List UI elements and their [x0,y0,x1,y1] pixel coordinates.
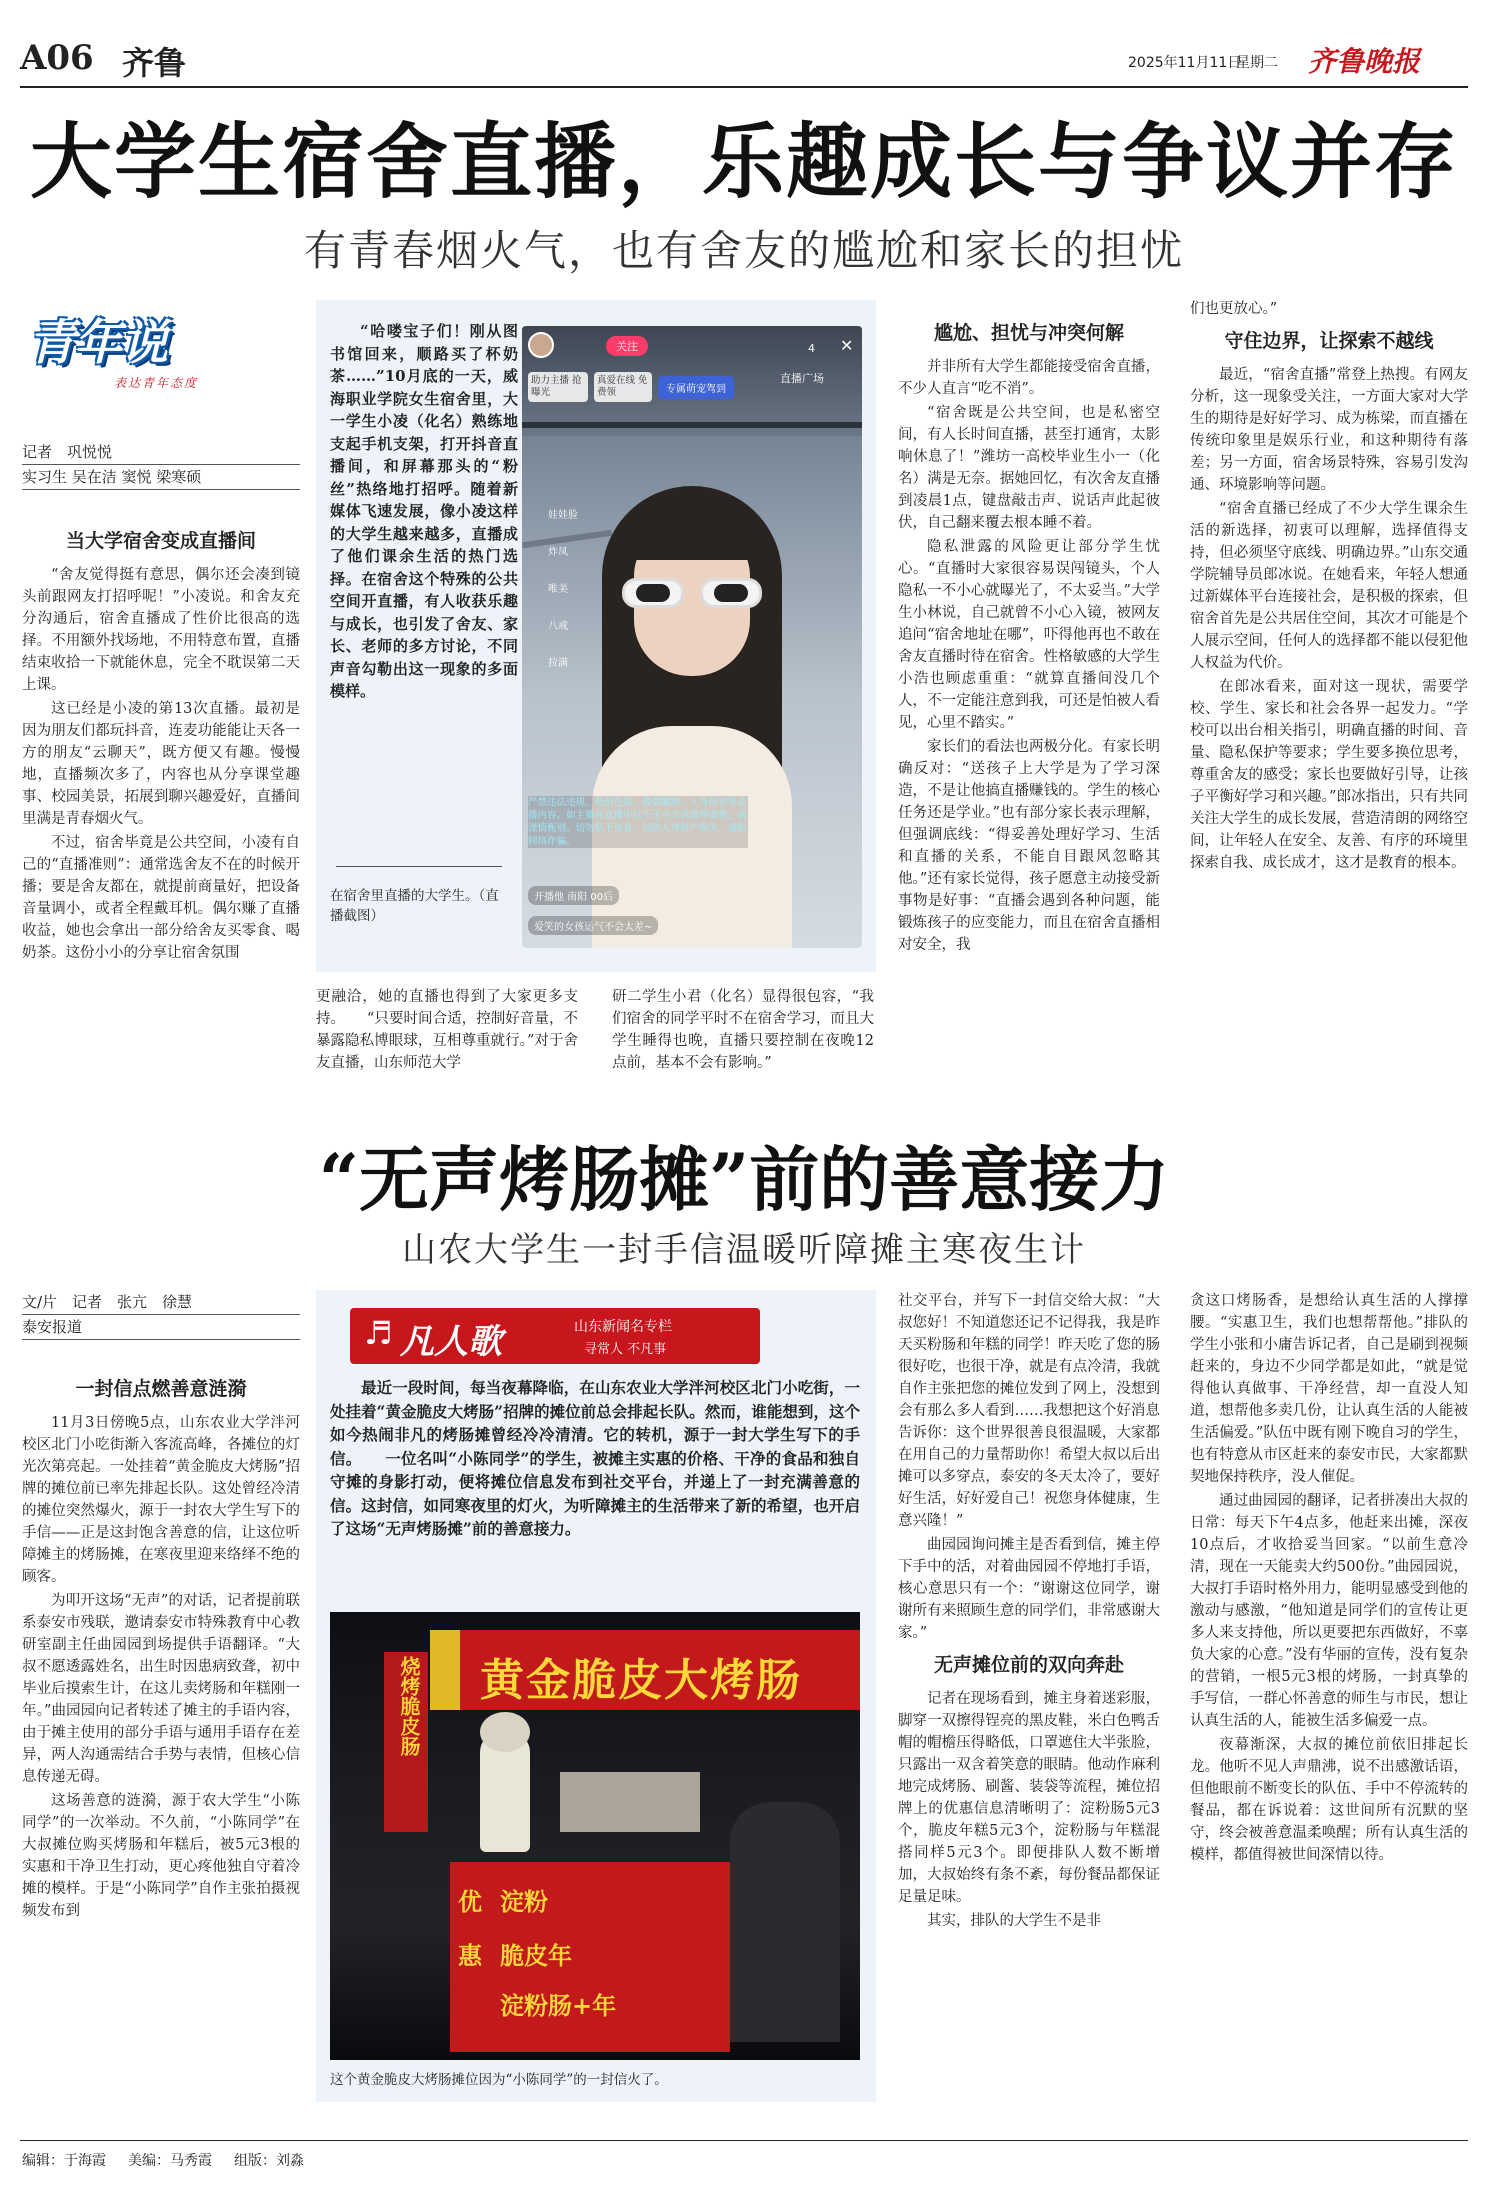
stall-signboard: 黄金脆皮大烤肠 [430,1630,860,1710]
subhead-letter: 一封信点燃善意涟漪 [75,1378,247,1400]
story2-column-3: 社交平台，并写下一封信交给大叔：“大叔您好！不知道您还记不记得我，我是昨天买粉肠和年糕的同学！昨天吃了您的肠很好吃，也很干净，就是有点冷清，我就自作主张把您的摊位发到了网上，没想到会有那么多人看到……我想把这个好消息告诉你：这个世界很善良很温暖，大家都在用自己的力量帮助你！希望大叔以后出摊可以多穿点，泰安的冬天太冷了，要好好生活，好好爱自己！祝您身体健康，生意兴隆！” 曲园园询问摊主是否看到信，摊主停下手中的活，对着曲园园不停地打手语，核心意思只有一个：“谢谢这位同学，谢谢所有来照顾生意的同学们，非常感谢大家。” 无声摊位前的双向奔赴 记者在现场看到，摊主身着迷彩服，脚穿一双擦得锃亮的黑皮鞋，米白色鸭舌帽的帽檐压得略低，口罩遮住大半张脸，只露出一双含着笑意的眼睛。他动作麻利地完成烤肠、刷酱、装袋等流程，摊位招牌上的优惠信息清晰明了：淀粉肠5元3个，脆皮年糕5元3个，淀粉肠与年糕混搭同样5元3个。即便排队人数不断增加，大叔始终有条不紊，每份餐品都保证足量足味。 其实，排队的大学生不是非 [898,1293,1160,1929]
story2-subtitle: 山农大学生一封手信温暖听障摊主寒夜生计 [402,1230,1086,1270]
streamer-figure [582,486,802,948]
story2-column-4: 贪这口烤肠香，是想给认真生活的人撑撑腰。“实惠卫生，我们也想帮帮他。”排队的学生小张和小庸告诉记者，自己是刷到视频赶来的，身边不少同学都是如此，“就是觉得他认真做事、干净经营，却一直没人知道，想帮他多卖几份，让认真生活的人能被生活偏爱。”队伍中既有刚下晚自习的学生，也有特意从市区赶来的泰安市民，大家都默契地保持秩序，没人催促。 通过曲园园的翻译，记者拼凑出大叔的日常：每天下午4点多，他赶来出摊，深夜10点后，才收拾妥当回家。“以前生意冷清，现在一天能卖大约500份。”曲园园说，大叔打手语时格外用力，能明显感受到他的激动与感激，“他知道是同学们的宣传让更多人来支持他，所以更要把东西做好，不辜负大家的心意。”没有华丽的宣传，没有复杂的营销，一根5元3根的烤肠，一封真挚的手写信，一群心怀善意的师生与市民，想让认真生活的人，能被生活多偏爱一点。 夜幕渐深，大叔的摊位前依旧排起长龙。他听不见人声鼎沸，说不出感激话语，但他眼前不断变长的队伍、手中不停流转的餐品，都在诉说着：这世间所有沉默的坚守，终会被善意温柔唤醒；所有认真生活的模样，都值得被世间深情以待。 [1190,1293,1468,1863]
subhead-awkward: 尴尬、担忧与冲突何解 [933,322,1124,344]
story1-column-3b: 研二学生小君（化名）显得很包容，“我们宿舍的同学平时不在宿舍学习，而且大学生睡得也晚，直播只要控制在夜晚12点前，基本不会有影响。” [612,989,874,1071]
music-note-icon: ♬ [364,1314,393,1352]
story1-intro: “哈喽宝子们！刚从图书馆回来，顺路买了杯奶茶……”10月底的一天，威海职业学院女生宿舍里，大一学生小凌（化名）熟练地支起手机支架，打开抖音直播间，和屏幕那头的“粉丝”热络地打招呼。随着新媒体飞速发展，像小凌这样的大学生越来越多，直播成了他们课余生活的热门选择。在宿舍这个特殊的公共空间开直播，有人收获乐趣与成长，也引发了舍友、家长、老师的多方讨论，不同声音勾勒出这一现象的多面模样。 [330,322,518,700]
footer-rule [20,2140,1468,2141]
newspaper-logo: 齐鲁晚报 [1308,45,1421,78]
issue-date: 2025年11月11日 [1128,55,1242,71]
subhead-two-way: 无声摊位前的双向奔赴 [933,1654,1124,1676]
live-stream-screenshot [522,326,862,948]
youth-voice-logo: 青年说 表达青年态度 [28,315,199,390]
weekday: 星期二 [1236,55,1278,71]
story2-photo-caption: 这个黄金脆皮大烤肠摊位因为“小陈同学”的一封信火了。 [330,2072,668,2088]
sausage-stall-photo: 黄金脆皮大烤肠 烧烤脆皮肠 优 淀粉 惠 脆皮年 淀粉肠+年 [330,1612,860,2060]
follow-button[interactable]: 关注 [606,336,648,356]
story2-byline: 文/片 记者 张亢 徐慧 泰安报道 [22,1290,300,1340]
viewer-join-msg: 开播他 南阳 00后 [528,886,619,905]
close-icon[interactable]: ✕ [840,336,854,355]
sunglasses [622,578,762,608]
header-rule [20,86,1468,88]
fans-pill[interactable]: 真爱在线 免费领 [594,372,652,402]
live-square-link[interactable]: 直播广场 [780,372,824,385]
subhead-dorm-live: 当大学宿舍变成直播间 [65,530,256,552]
story1-column-4: 尴尬、担忧与冲突何解 并非所有大学生都能接受宿舍直播，不少人直言“吃不消”。 “宿舍既是公共空间，也是私密空间，有人长时间直播，甚至打通宵，太影响休息了！”潍坊一高校毕业生小一（化名）满是无奈。据她回忆，有次舍友直播到凌晨1点，键盘敲击声、说话声此起彼伏，自己翻来覆去根本睡不着。 隐私泄露的风险更让部分学生忧心。“直播时大家很容易误闯镜头，个人隐私一不小心就曝光了，不太妥当。”大学生小林说，自己就曾不小心入镜，被网友追问“宿舍地址在哪”，吓得他再也不敢在舍友直播时待在宿舍。性格敏感的大学生小浩也顾虑重重：“就算直播间没几个人，不一定能注意到我，可还是怕被人看见，心里不踏实。” 家长们的看法也两极分化。有家长明确反对：“送孩子上大学是为了学习深造，不是让他搞直播赚钱的。学生的核心任务还是学业。”也有部分家长表示理解，但强调底线：“得妥善处理好学习、生活和直播的关系，不能自目跟风忽略其他。”还有家长觉得，孩子愿意主动接受新事物是好事：“直播会遇到各种问题，能锻炼孩子的应变能力，而且在宿舍直播相对安全，我 [898,322,1160,953]
gift-list: 娃娃脸 炸凤 唯美 八戒 拉满 [548,510,578,669]
story1-subtitle: 有青春烟火气，也有舍友的尴尬和家长的担忧 [303,226,1184,275]
story1-column-1: 当大学宿舍变成直播间 “舍友觉得挺有意思，偶尔还会凑到镜头前跟网友打招呼呢！”小凌说。和舍友充分沟通后，宿舍直播成了性价比很高的选择。不用额外找场地，不用特意布置，直播结束收拾一下就能休息，完全不耽误第二天上课。 这已经是小凌的第13次直播。最初是因为朋友们都玩抖音，连麦功能能让天各一方的朋友“云聊天”，既方便又有趣。慢慢地，直播频次多了，内容也从分享课堂趣事、校园美景，拓展到聊兴趣爱好，直播间里满是青春烟火气。 不过，宿舍毕竟是公共空间，小凌有自己的“直播准则”：通常选舍友不在的时候开播；要是舍友都在，就提前商量好，把设备音量调小，或者全程戴耳机。偶尔赚了直播收益，她也会拿出一部分给舍友买零食、喝奶茶。这份小小的分享让宿舍氛围 [22,530,300,961]
footer-layout: 组版：刘淼 [234,2153,304,2169]
story1-column-2b: 更融洽，她的直播也得到了大家更多支持。 “只要时间合适，控制好音量，不暴露隐私博眼球，互相尊重就行。”对于舍友直播，山东师范大学 [316,989,578,1071]
story1-headline: 大学生宿舍直播，乐趣成长与争议并存 [29,114,1458,210]
price-board: 优 淀粉 惠 脆皮年 淀粉肠+年 [450,1862,730,2052]
footer-art-editor: 美编：马秀霞 [128,2153,212,2169]
boost-pill[interactable]: 助力主播 抢曝光 [528,372,588,402]
caption-rule [336,866,502,867]
subhead-boundaries: 守住边界，让探索不越线 [1224,330,1434,352]
story2-headline: “无声烤肠摊”前的善意接力 [318,1138,1170,1221]
section-name: 齐鲁 [122,44,187,82]
avatar [528,332,554,358]
comment-message: 爱笑的女孩运气不会太差~ [528,916,658,935]
footer-editor: 编辑：于海霞 [22,2153,106,2169]
page-number: A06 [20,38,94,78]
viewer-count: 4 [808,342,815,355]
story1-photo-caption: 在宿舍里直播的大学生。（直播截图） [330,888,499,924]
pet-banner[interactable]: 专属萌宠驾到 [658,376,734,399]
story1-column-5: 们也更放心。” 守住边界，让探索不越线 最近，“宿舍直播”常登上热搜。有网友分析，这一现象受关注，一方面大家对大学生的期待是好好学习、成为栋梁，而直播在传统印象里是娱乐行业，和这种期待有落差；另一方面，宿舍场景特殊，容易引发沟通、环境影响等问题。 “宿舍直播已经成了不少大学生课余生活的新选择，初衷可以理解，选择值得支持，但必须坚守底线、明确边界。”山东交通学院辅导员郎冰说。在她看来，年轻人想通过新媒体平台连接社会，是积极的探索，但宿舍首先是公共居住空间，其次才可能是个人展示空间，任何人的选择都不能以侵犯他人权益为代价。 在郎冰看来，面对这一现状，需要学校、学生、家长和社会各界一起发力。“学校可以出台相关指引，明确直播的时间、音量、隐私保护等要求；学生要多换位思考，尊重舍友的感受；家长也要做好引导，让孩子平衡好学习和兴趣。”郎冰指出，只有共同关注大学生的成长发展，营造清朗的网络空间，让年轻人在安全、友善、有序的环境里探索自我、成长成才，这才是教育的根本。 [1190,301,1468,871]
story1-byline: 记者 巩悦悦 实习生 吴在洁 窦悦 梁寒硕 [22,440,300,490]
story2-column-1: 一封信点燃善意涟漪 11月3日傍晚5点，山东农业大学泮河校区北门小吃街渐入客流高峰，各摊位的灯光次第亮起。一处挂着“黄金脆皮大烤肠”招牌的摊位前已率先排起长队。这处曾经冷清的摊位突然爆火，源于一封农大学生写下的手信——正是这封饱含善意的信，让这位听障摊主的烤肠摊，在寒夜里迎来络绎不绝的顾客。 为叩开这场“无声”的对话，记者提前联系泰安市残联，邀请泰安市特殊教育中心教研室副主任曲园园到场提供手语翻译。“大叔不愿透露姓名，出生时因患病致聋，初中毕业后摸索生计，在这儿卖烤肠和年糕刚一年。”曲园园向记者转述了摊主的手语内容，由于摊主使用的部分手语与通用手语存在差异，两人沟通需结合手势与表情，但核心信息传递无碍。 这场善意的涟漪，源于农大学生“小陈同学”的一次举动。不久前，“小陈同学”在大叔摊位购买烤肠和年糕后，被5元3根的实惠和干净卫生打动，更心疼他独自守着冷摊的模样。于是“小陈同学”自作主张拍摄视频发布到 [22,1378,300,1919]
story2-lead: 最近一段时间，每当夜幕降临，在山东农业大学泮河校区北门小吃街，一处挂着“黄金脆皮大烤肠”招牌的摊位前总会排起长队。然而，谁能想到，这个如今热闹非凡的烤肠摊曾经冷冷清清。它的转机，源于一封大学生写下的手信。 一位名叫“小陈同学”的学生，被摊主实惠的价格、干净的食品和独自守摊的身影打动，便将摊位信息发布到社交平台，并递上了一封充满善意的信。这封信，如同寒夜里的灯火，为听障摊主的生活带来了新的希望，也开启了这场“无声烤肠摊”前的善意接力。 [330,1378,860,1538]
ordinary-people-banner: ♬ 凡人歌 山东新闻名专栏 寻常人 不凡事 [350,1308,760,1364]
platform-notice: 严禁违法违规、低俗色情、吸烟酗酒、人身伤害等直播内容。如主播在直播中以不正当方式诱导消费，请谨慎甄别。切勿私下交易，以防人身财产损失，谨防网络诈骗。 [528,797,747,847]
